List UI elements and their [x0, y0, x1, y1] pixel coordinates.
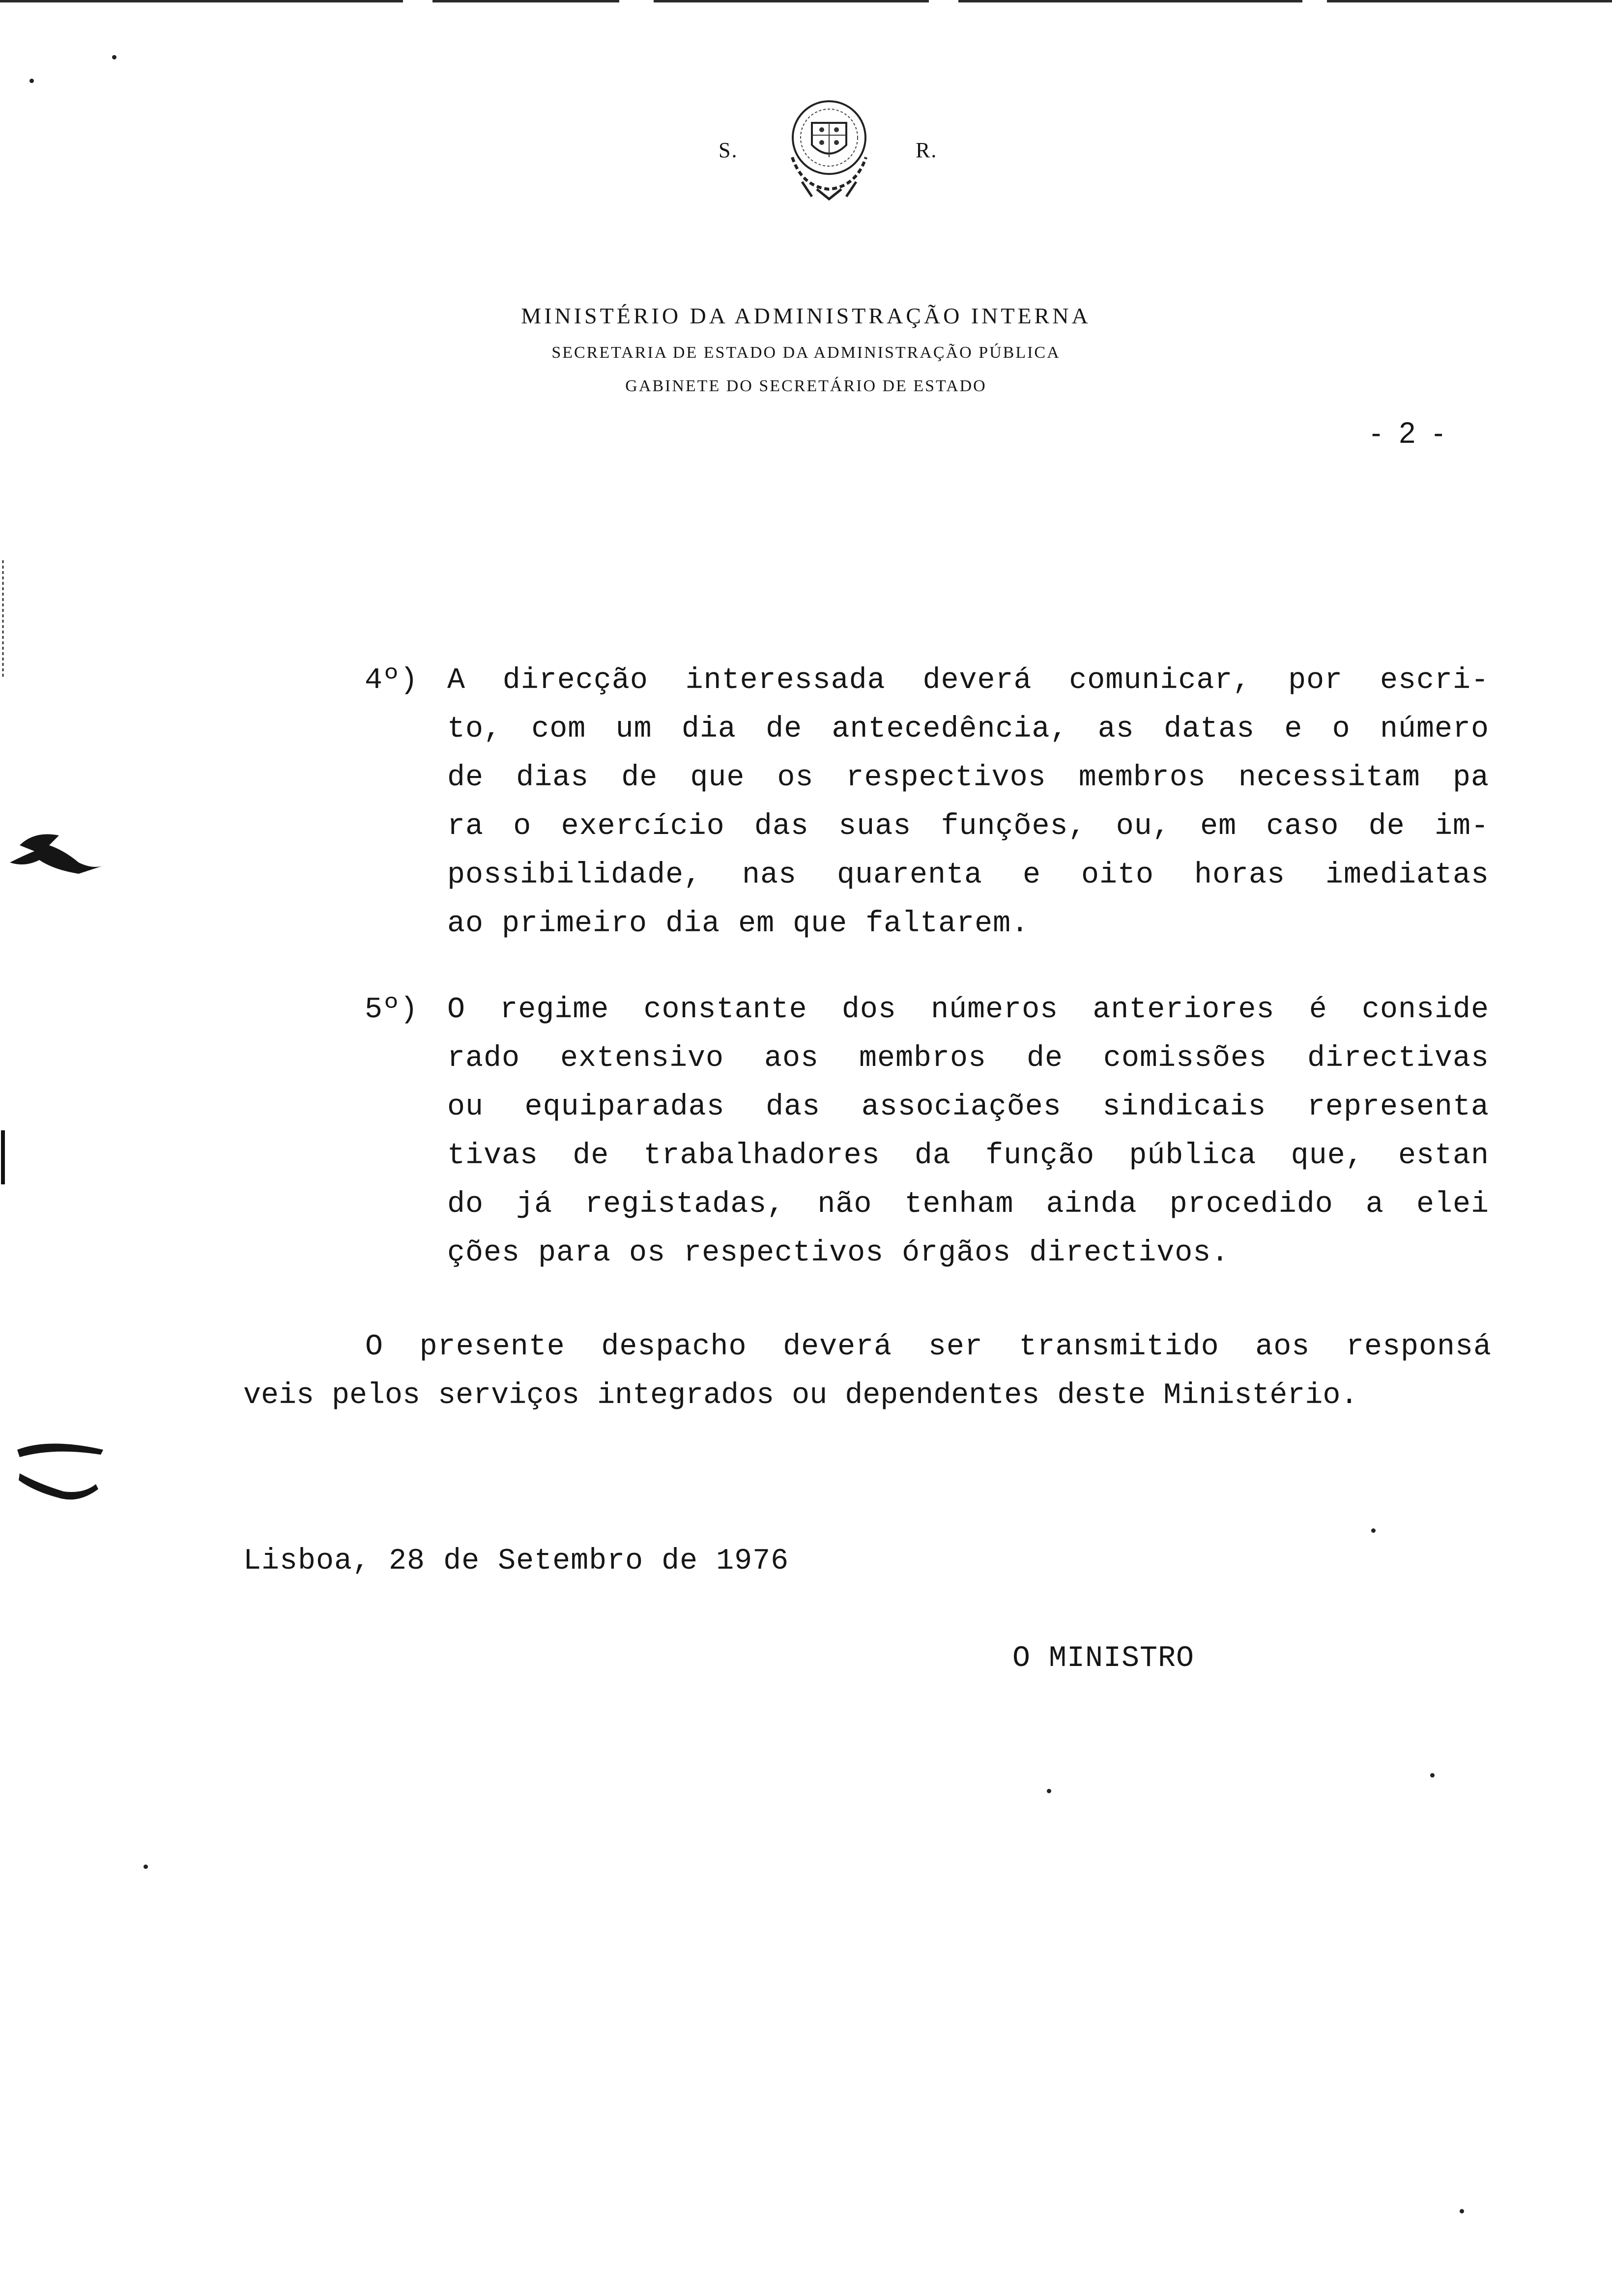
text-line: rado extensivo aos membros de comissões directivas: [447, 1042, 1489, 1075]
text-line: A direcção interessada deverá comunicar, por escri-: [447, 664, 1489, 697]
item-text: [447, 657, 1489, 948]
text-line: veis pelos serviços integrados ou dependentes deste Ministério.: [243, 1379, 1358, 1412]
ministry-name: MINISTÉRIO DA ADMINISTRAÇÃO INTERNA: [521, 303, 1091, 328]
page-number: - 2 -: [1371, 416, 1448, 449]
text-line: tivas de trabalhadores da função pública que, estan: [447, 1139, 1489, 1173]
closing-paragraph: [243, 1323, 1492, 1420]
ink-speck: [112, 55, 116, 59]
scan-edge: [0, 0, 1612, 4]
text-line: possibilidade, nas quarenta e oito horas imediatas: [447, 859, 1489, 892]
ink-speck: [1047, 1789, 1051, 1793]
ink-speck: [1371, 1528, 1376, 1533]
ink-speck: [1430, 1773, 1435, 1778]
coat-of-arms-icon: [782, 88, 876, 201]
text-line: ou equiparadas das associações sindicais representa: [447, 1091, 1489, 1124]
text-line: O presente despacho deverá ser transmitido aos responsá: [365, 1330, 1492, 1364]
text-line: de dias de que os respectivos membros necessitam pa: [447, 761, 1489, 795]
item-number: 4º): [365, 664, 418, 697]
signatory: O MINISTRO: [1012, 1642, 1195, 1675]
margin-mark-icon: [5, 816, 108, 890]
text-line: ao primeiro dia em que faltarem.: [447, 907, 1030, 941]
text-line: ra o exercício das suas funções, ou, em caso de im-: [447, 810, 1489, 843]
letterhead-initial-r: R.: [916, 138, 938, 162]
item-number: 5º): [365, 993, 418, 1027]
margin-mark-icon: [10, 1435, 108, 1504]
margin-mark-icon: [0, 560, 10, 678]
ink-speck: [1460, 2209, 1464, 2213]
letterhead: [0, 84, 1612, 396]
letterhead-initial-s: S.: [719, 138, 738, 162]
text-line: ções para os respectivos órgãos directivos.: [447, 1236, 1230, 1270]
ink-speck: [29, 79, 34, 83]
office-name: GABINETE DO SECRETÁRIO DE ESTADO: [625, 377, 987, 395]
text-line: O regime constante dos números anteriores é conside: [447, 993, 1489, 1027]
text-line: do já registadas, não tenham ainda procedido a elei: [447, 1188, 1489, 1221]
item-text: [447, 986, 1489, 1278]
margin-mark-icon: [0, 1130, 10, 1184]
place-date: Lisboa, 28 de Setembro de 1976: [243, 1545, 789, 1578]
secretariat-name: SECRETARIA DE ESTADO DA ADMINISTRAÇÃO PÚBLICA: [551, 344, 1061, 362]
text-line: to, com um dia de antecedência, as datas e o número: [447, 713, 1489, 746]
ink-speck: [144, 1865, 148, 1869]
